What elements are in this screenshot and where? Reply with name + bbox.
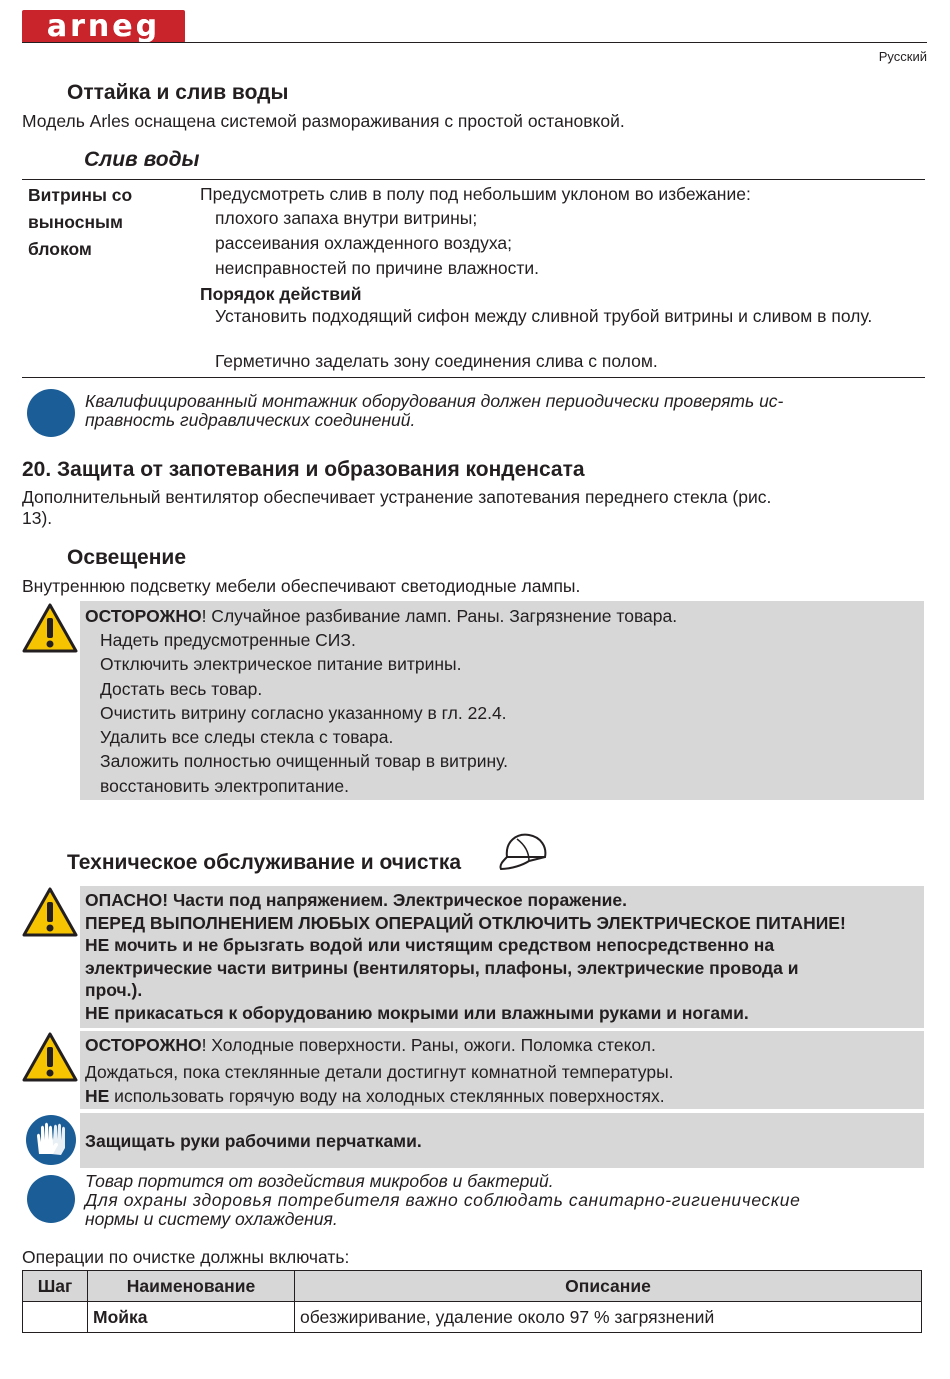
header-rule xyxy=(22,42,927,43)
drain-top-rule xyxy=(22,179,925,180)
drain-item: рассеивания охлажденного воздуха; xyxy=(215,233,513,253)
lighting-step: Достать весь товар. xyxy=(100,678,263,699)
danger-text: ОПАСНО! Части под напряжением. Электрическое поражение. ПЕРЕД ВЫПОЛНЕНИЕМ ЛЮБЫХ ОПЕРАЦИЙ ОТКЛЮЧИТЬ ЭЛЕКТРИЧЕСКОЕ ПИТАНИЕ! НЕ мочить и не брызгать водой или чистящим средством непосредственно на электрические части витрины (вентиляторы, плафоны, электрические провода и проч.). НЕ прикасаться к оборудованию мокрыми или влажными руками и ногами. xyxy=(85,890,846,1023)
logo-text: arneg xyxy=(46,9,161,44)
cell-step xyxy=(23,1302,88,1333)
cold-line-2: Дождаться, пока стеклянные детали достигнут комнатной температуры. xyxy=(85,1062,674,1082)
language-label: Русский xyxy=(878,49,927,64)
procedure-title: Порядок действий xyxy=(200,284,362,304)
lighting-caution: ОСТОРОЖНО! Случайное разбивание ламп. Раны. Загрязнение товара. xyxy=(85,606,678,626)
lighting-step: Заложить полностью очищенный товар в витрину. xyxy=(100,751,509,772)
defrost-text: Модель Arles оснащена системой размораживания с простой остановкой. xyxy=(22,111,625,131)
lighting-step: Удалить все следы стекла с товара. xyxy=(100,727,394,748)
cleaning-table xyxy=(22,1270,922,1333)
cleaning-intro: Операции по очистке должны включать: xyxy=(22,1247,350,1267)
cell-description: обезжиривание, удаление около 97 % загрязнений xyxy=(295,1302,922,1333)
hygiene-note: Товар портится от воздействия микробов и бактерий. Для охраны здоровья потребителя важно соблюдать санитарно-гигиенические нормы и систему охлаждения. xyxy=(85,1171,801,1229)
warning-icon xyxy=(22,1031,78,1083)
lighting-step: восстановить электропитание. xyxy=(100,775,350,796)
drain-item: неисправностей по причине влажности. xyxy=(215,258,540,278)
lighting-step: Очистить витрину согласно указанному в гл. 22.4. xyxy=(100,702,507,723)
info-icon xyxy=(27,389,75,437)
cold-line-3: НЕ использовать горячую воду на холодных стеклянных поверхностях. xyxy=(85,1086,665,1106)
table-header-row xyxy=(23,1271,922,1302)
section-20-title: 20. Защита от запотевания и образования конденсата xyxy=(22,458,585,481)
defrost-title: Оттайка и слив воды xyxy=(67,81,289,104)
drain-intro: Предусмотреть слив в полу под небольшим уклоном во избежание: xyxy=(200,184,751,204)
drain-note: Квалифицированный монтажник оборудования должен периодически проверять ис- правность гидравлических соединений. xyxy=(85,391,784,430)
section-20-text: Дополнительный вентилятор обеспечивает устранение запотевания переднего стекла (рис. 13). xyxy=(22,487,772,528)
cell-name: Мойка xyxy=(88,1302,295,1333)
drain-bottom-rule xyxy=(22,377,925,378)
gloves-text: Защищать руки рабочими перчатками. xyxy=(85,1131,422,1151)
lighting-step: Отключить электрическое питание витрины. xyxy=(100,654,462,675)
procedure-step-1: Установить подходящий сифон между сливной трубой витрины и сливом в полу. xyxy=(215,306,873,326)
maintenance-title: Техническое обслуживание и очистка xyxy=(67,851,462,874)
info-icon xyxy=(27,1175,75,1223)
col-name-header: Наименование xyxy=(88,1271,295,1302)
arneg-logo xyxy=(22,10,185,43)
drain-title: Слив воды xyxy=(84,148,200,171)
lighting-text: Внутреннюю подсветку мебели обеспечивают светодиодные лампы. xyxy=(22,576,581,596)
warning-icon xyxy=(22,886,78,938)
col-description-header: Описание xyxy=(295,1271,922,1302)
lighting-steps xyxy=(100,628,508,798)
cap-icon xyxy=(497,831,549,873)
lighting-title: Освещение xyxy=(67,546,186,569)
drain-items xyxy=(215,206,539,281)
drain-item: плохого запаха внутри витрины; xyxy=(215,208,478,228)
procedure-step-2: Герметично заделать зону соединения слива с полом. xyxy=(215,351,658,371)
warning-icon xyxy=(22,602,78,654)
gloves-icon xyxy=(25,1114,77,1166)
table-row xyxy=(23,1302,922,1333)
cold-caution: ОСТОРОЖНО! Холодные поверхности. Раны, ожоги. Поломка стекол. xyxy=(85,1035,656,1055)
drain-left-label: Витрины со выносным блоком xyxy=(28,185,133,259)
lighting-step: Надеть предусмотренные СИЗ. xyxy=(100,630,356,650)
col-step-header: Шаг xyxy=(23,1271,88,1302)
